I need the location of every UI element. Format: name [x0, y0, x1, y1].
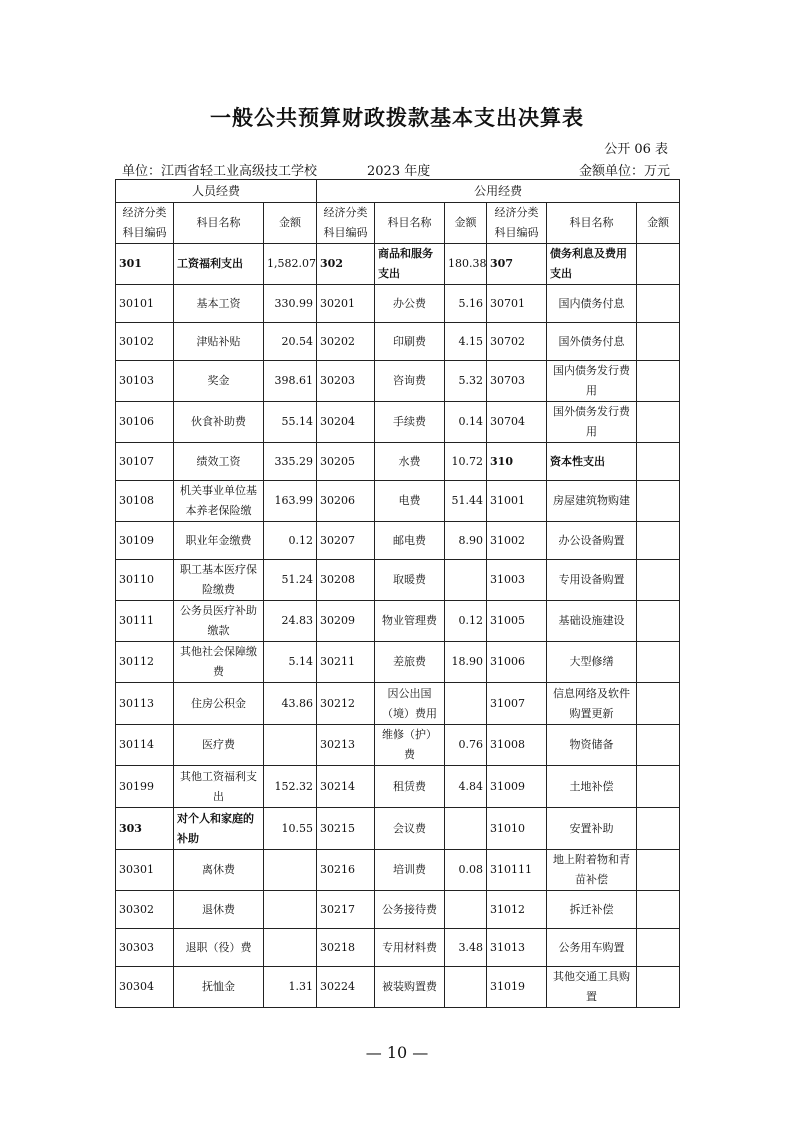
account-code-cell: 30213 [317, 725, 375, 766]
amount-cell: 4.84 [445, 766, 487, 808]
amount-cell [637, 402, 680, 443]
account-name-cell: 差旅费 [375, 642, 445, 683]
table-tag: 公开 06 表 [604, 142, 668, 157]
table-row [116, 402, 680, 443]
account-code-cell: 310 [487, 443, 547, 481]
account-name-cell: 水费 [375, 443, 445, 481]
account-name-cell: 机关事业单位基本养老保险缴 [174, 481, 264, 522]
amount-cell [264, 725, 317, 766]
unit-label: 单位：江西省轻工业高级技工学校 [122, 164, 318, 179]
amount-cell: 24.83 [264, 601, 317, 642]
col-header-name: 科目名称 [375, 203, 445, 244]
col-header-name: 科目名称 [174, 203, 264, 244]
account-code-cell: 30113 [116, 683, 174, 725]
account-name-cell: 被装购置费 [375, 967, 445, 1008]
amount-cell: 330.99 [264, 285, 317, 323]
account-name-cell: 基本工资 [174, 285, 264, 323]
account-code-cell: 30206 [317, 481, 375, 522]
table-row [116, 244, 680, 285]
account-name-cell: 房屋建筑物购建 [547, 481, 637, 522]
amount-cell [637, 808, 680, 850]
account-name-cell: 工资福利支出 [174, 244, 264, 285]
account-code-cell: 30303 [116, 929, 174, 967]
amount-cell: 180.38 [445, 244, 487, 285]
amount-cell: 1,582.07 [264, 244, 317, 285]
account-name-cell: 退职（役）费 [174, 929, 264, 967]
account-code-cell: 30304 [116, 967, 174, 1008]
account-code-cell: 30106 [116, 402, 174, 443]
account-name-cell: 因公出国（境）费用 [375, 683, 445, 725]
account-name-cell: 公务接待费 [375, 891, 445, 929]
amount-cell: 51.24 [264, 560, 317, 601]
amount-cell: 0.08 [445, 850, 487, 891]
account-name-cell: 其他工资福利支出 [174, 766, 264, 808]
group-header-public: 公用经费 [317, 180, 680, 203]
table-row [116, 285, 680, 323]
account-name-cell: 土地补偿 [547, 766, 637, 808]
amount-cell [637, 725, 680, 766]
account-code-cell: 30107 [116, 443, 174, 481]
amount-cell [637, 601, 680, 642]
account-name-cell: 债务利息及费用支出 [547, 244, 637, 285]
amount-cell [637, 642, 680, 683]
account-code-cell: 30207 [317, 522, 375, 560]
table-row [116, 808, 680, 850]
amount-cell: 10.72 [445, 443, 487, 481]
account-name-cell: 培训费 [375, 850, 445, 891]
amount-cell: 3.48 [445, 929, 487, 967]
account-code-cell: 30111 [116, 601, 174, 642]
table-row [116, 891, 680, 929]
table-row [116, 850, 680, 891]
account-code-cell: 30211 [317, 642, 375, 683]
account-name-cell: 国内债务付息 [547, 285, 637, 323]
page-number: — 10 — [365, 1043, 429, 1062]
amount-cell [637, 967, 680, 1008]
account-code-cell: 30209 [317, 601, 375, 642]
account-code-cell: 31013 [487, 929, 547, 967]
account-code-cell: 30203 [317, 361, 375, 402]
table-row [116, 361, 680, 402]
account-name-cell: 大型修缮 [547, 642, 637, 683]
account-code-cell: 301 [116, 244, 174, 285]
account-code-cell: 30114 [116, 725, 174, 766]
amount-cell [445, 891, 487, 929]
account-code-cell: 30224 [317, 967, 375, 1008]
amount-cell [445, 560, 487, 601]
amount-cell: 43.86 [264, 683, 317, 725]
col-header-amount: 金额 [264, 203, 317, 244]
account-code-cell: 30101 [116, 285, 174, 323]
amount-cell [637, 522, 680, 560]
account-code-cell: 302 [317, 244, 375, 285]
account-name-cell: 离休费 [174, 850, 264, 891]
amount-cell: 398.61 [264, 361, 317, 402]
amount-cell: 0.14 [445, 402, 487, 443]
amount-cell: 8.90 [445, 522, 487, 560]
account-code-cell: 30102 [116, 323, 174, 361]
account-name-cell: 退休费 [174, 891, 264, 929]
account-code-cell: 31012 [487, 891, 547, 929]
amount-cell: 5.14 [264, 642, 317, 683]
amount-cell [637, 481, 680, 522]
amount-cell [264, 929, 317, 967]
account-name-cell: 公务员医疗补助缴款 [174, 601, 264, 642]
account-name-cell: 物业管理费 [375, 601, 445, 642]
account-name-cell: 职工基本医疗保险缴费 [174, 560, 264, 601]
account-name-cell: 手续费 [375, 402, 445, 443]
account-name-cell: 国外债务发行费用 [547, 402, 637, 443]
account-code-cell: 30199 [116, 766, 174, 808]
account-name-cell: 办公设备购置 [547, 522, 637, 560]
account-code-cell: 30108 [116, 481, 174, 522]
table-row [116, 929, 680, 967]
account-name-cell: 奖金 [174, 361, 264, 402]
table-row [116, 725, 680, 766]
table-row [116, 522, 680, 560]
document-title: 一般公共预算财政拨款基本支出决算表 [210, 106, 584, 130]
account-name-cell: 国内债务发行费用 [547, 361, 637, 402]
money-unit-label: 金额单位：万元 [578, 164, 670, 179]
account-name-cell: 咨询费 [375, 361, 445, 402]
account-name-cell: 伙食补助费 [174, 402, 264, 443]
year-label: 2023 年度 [367, 164, 431, 179]
account-name-cell: 商品和服务支出 [375, 244, 445, 285]
account-name-cell: 其他社会保障缴费 [174, 642, 264, 683]
account-name-cell: 物资储备 [547, 725, 637, 766]
account-code-cell: 303 [116, 808, 174, 850]
account-name-cell: 其他交通工具购置 [547, 967, 637, 1008]
account-name-cell: 办公费 [375, 285, 445, 323]
account-name-cell: 绩效工资 [174, 443, 264, 481]
account-code-cell: 30202 [317, 323, 375, 361]
account-code-cell: 30214 [317, 766, 375, 808]
amount-cell [637, 929, 680, 967]
account-code-cell: 30216 [317, 850, 375, 891]
account-name-cell: 会议费 [375, 808, 445, 850]
account-code-cell: 31008 [487, 725, 547, 766]
account-code-cell: 30301 [116, 850, 174, 891]
account-code-cell: 30204 [317, 402, 375, 443]
column-header-row [116, 203, 680, 244]
table-row [116, 766, 680, 808]
amount-cell: 335.29 [264, 443, 317, 481]
table-row [116, 560, 680, 601]
account-code-cell: 30217 [317, 891, 375, 929]
table-row [116, 642, 680, 683]
amount-cell [637, 285, 680, 323]
account-name-cell: 信息网络及软件购置更新 [547, 683, 637, 725]
amount-cell: 0.76 [445, 725, 487, 766]
account-name-cell: 津贴补贴 [174, 323, 264, 361]
amount-cell [264, 891, 317, 929]
account-name-cell: 取暖费 [375, 560, 445, 601]
table-meta [115, 160, 678, 178]
account-name-cell: 邮电费 [375, 522, 445, 560]
account-name-cell: 公务用车购置 [547, 929, 637, 967]
account-code-cell: 30212 [317, 683, 375, 725]
amount-cell [637, 683, 680, 725]
account-name-cell: 职业年金缴费 [174, 522, 264, 560]
account-name-cell: 住房公积金 [174, 683, 264, 725]
amount-cell: 0.12 [264, 522, 317, 560]
amount-cell [264, 850, 317, 891]
amount-cell: 20.54 [264, 323, 317, 361]
account-code-cell: 30201 [317, 285, 375, 323]
account-code-cell: 31003 [487, 560, 547, 601]
col-header-code: 经济分类科目编码 [116, 203, 174, 244]
amount-cell [637, 244, 680, 285]
account-name-cell: 维修（护）费 [375, 725, 445, 766]
amount-cell [637, 766, 680, 808]
account-name-cell: 租赁费 [375, 766, 445, 808]
col-header-amount: 金额 [445, 203, 487, 244]
account-code-cell: 30110 [116, 560, 174, 601]
expenditure-table [115, 179, 680, 1008]
account-code-cell: 30302 [116, 891, 174, 929]
amount-cell [637, 891, 680, 929]
amount-cell [445, 967, 487, 1008]
amount-cell [637, 361, 680, 402]
account-name-cell: 安置补助 [547, 808, 637, 850]
account-name-cell: 资本性支出 [547, 443, 637, 481]
amount-cell: 163.99 [264, 481, 317, 522]
account-code-cell: 31006 [487, 642, 547, 683]
account-code-cell: 31019 [487, 967, 547, 1008]
account-name-cell: 抚恤金 [174, 967, 264, 1008]
amount-cell: 1.31 [264, 967, 317, 1008]
account-code-cell: 310111 [487, 850, 547, 891]
amount-cell: 0.12 [445, 601, 487, 642]
account-code-cell: 30704 [487, 402, 547, 443]
account-code-cell: 30215 [317, 808, 375, 850]
account-name-cell: 印刷费 [375, 323, 445, 361]
account-code-cell: 30109 [116, 522, 174, 560]
account-code-cell: 31010 [487, 808, 547, 850]
account-name-cell: 专用材料费 [375, 929, 445, 967]
amount-cell: 55.14 [264, 402, 317, 443]
table-row [116, 601, 680, 642]
account-name-cell: 医疗费 [174, 725, 264, 766]
account-code-cell: 31001 [487, 481, 547, 522]
account-name-cell: 地上附着物和青苗补偿 [547, 850, 637, 891]
amount-cell: 51.44 [445, 481, 487, 522]
account-code-cell: 31005 [487, 601, 547, 642]
account-code-cell: 30702 [487, 323, 547, 361]
account-name-cell: 专用设备购置 [547, 560, 637, 601]
amount-cell [637, 323, 680, 361]
table-row [116, 683, 680, 725]
group-header-personnel: 人员经费 [116, 180, 317, 203]
account-name-cell: 国外债务付息 [547, 323, 637, 361]
col-header-amount: 金额 [637, 203, 680, 244]
table-row [116, 967, 680, 1008]
amount-cell [445, 683, 487, 725]
account-code-cell: 30112 [116, 642, 174, 683]
account-code-cell: 31009 [487, 766, 547, 808]
amount-cell [445, 808, 487, 850]
account-code-cell: 31007 [487, 683, 547, 725]
account-code-cell: 31002 [487, 522, 547, 560]
col-header-code: 经济分类科目编码 [317, 203, 375, 244]
table-row [116, 443, 680, 481]
amount-cell: 10.55 [264, 808, 317, 850]
account-name-cell: 拆迁补偿 [547, 891, 637, 929]
account-code-cell: 30701 [487, 285, 547, 323]
table-row [116, 481, 680, 522]
account-name-cell: 对个人和家庭的补助 [174, 808, 264, 850]
account-name-cell: 基础设施建设 [547, 601, 637, 642]
account-code-cell: 30103 [116, 361, 174, 402]
amount-cell [637, 443, 680, 481]
amount-cell: 5.32 [445, 361, 487, 402]
amount-cell: 5.16 [445, 285, 487, 323]
col-header-name: 科目名称 [547, 203, 637, 244]
table-row [116, 323, 680, 361]
account-code-cell: 30208 [317, 560, 375, 601]
group-header-row [116, 180, 680, 203]
amount-cell: 152.32 [264, 766, 317, 808]
account-code-cell: 307 [487, 244, 547, 285]
col-header-code: 经济分类科目编码 [487, 203, 547, 244]
account-code-cell: 30218 [317, 929, 375, 967]
amount-cell: 4.15 [445, 323, 487, 361]
account-code-cell: 30703 [487, 361, 547, 402]
account-name-cell: 电费 [375, 481, 445, 522]
amount-cell [637, 560, 680, 601]
account-code-cell: 30205 [317, 443, 375, 481]
amount-cell [637, 850, 680, 891]
amount-cell: 18.90 [445, 642, 487, 683]
